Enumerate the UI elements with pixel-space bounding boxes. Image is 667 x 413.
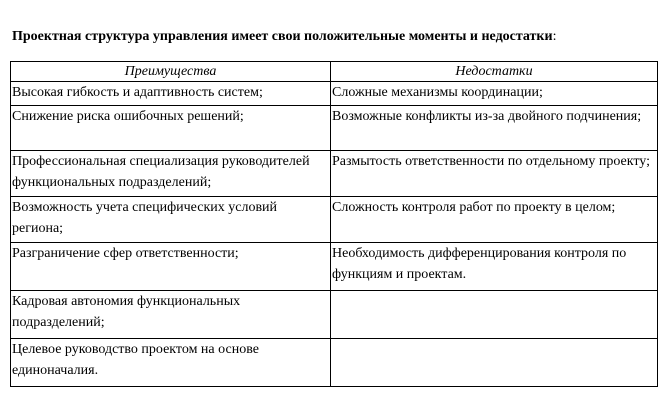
heading-colon: : (552, 29, 557, 44)
table-row (11, 82, 658, 106)
advantage-cell: Целевое руководство проектом на основе единоначалия. (11, 339, 331, 387)
page-heading (12, 28, 657, 46)
pros-cons-table (10, 61, 658, 387)
disadvantage-cell: Необходимость дифференцирования контроля по функциям и проектам. (331, 243, 658, 291)
disadvantages-header: Недостатки (331, 62, 658, 82)
disadvantage-cell (331, 339, 658, 387)
advantages-header: Преимущества (11, 62, 331, 82)
table-row (11, 106, 658, 151)
disadvantage-cell: Сложность контроля работ по проекту в целом; (331, 197, 658, 243)
advantage-cell: Высокая гибкость и адаптивность систем; (11, 82, 331, 106)
disadvantage-cell: Сложные механизмы координации; (331, 82, 658, 106)
table-row (11, 151, 658, 197)
table-row (11, 197, 658, 243)
disadvantage-cell: Возможные конфликты из-за двойного подчинения; (331, 106, 658, 151)
heading-text: Проектная структура управления имеет свои положительные моменты и недостатки (12, 29, 553, 44)
advantage-cell: Кадровая автономия функциональных подразделений; (11, 291, 331, 339)
advantage-cell: Снижение риска ошибочных решений; (11, 106, 331, 151)
disadvantage-cell: Размытость ответственности по отдельному проекту; (331, 151, 658, 197)
advantage-cell: Профессиональная специализация руководителей функциональных подразделений; (11, 151, 331, 197)
advantage-cell: Разграничение сфер ответственности; (11, 243, 331, 291)
table-header-row (11, 62, 658, 82)
table-row (11, 243, 658, 291)
table-row (11, 291, 658, 339)
advantage-cell: Возможность учета специфических условий региона; (11, 197, 331, 243)
table-row (11, 339, 658, 387)
disadvantage-cell (331, 291, 658, 339)
